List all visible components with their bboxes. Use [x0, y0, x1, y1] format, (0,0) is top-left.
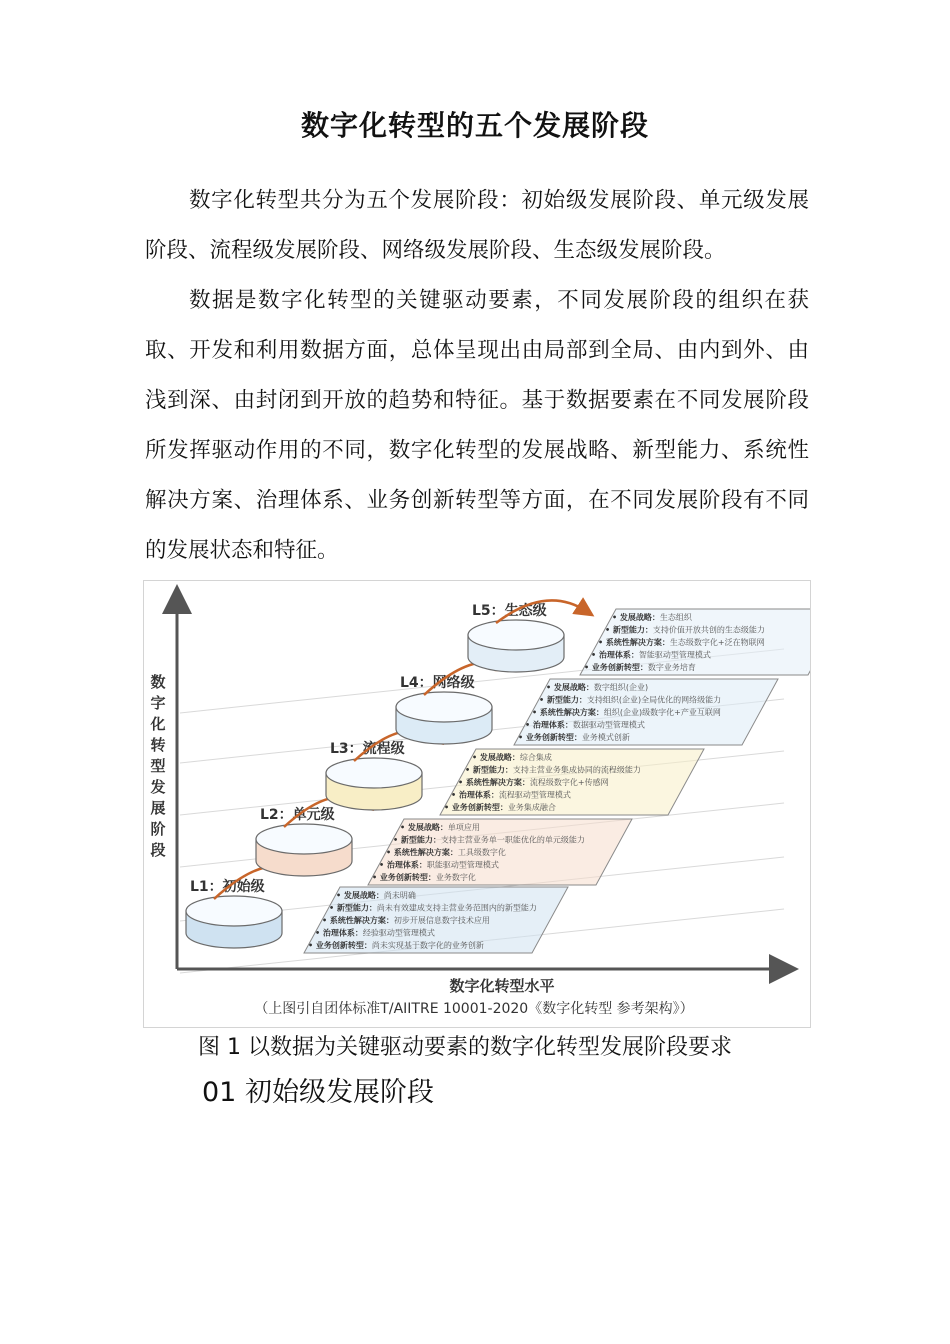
y-axis-label [149, 673, 165, 859]
stage-item-key: • 治理体系： [591, 650, 639, 660]
stage-item-key: • 系统性解决方案： [458, 778, 530, 787]
stage-item-key: • 治理体系： [451, 790, 499, 800]
stage-disk-top [186, 896, 282, 926]
stage-item [336, 890, 416, 900]
stage-item-value: 尚未有效建成支持主营业务范围内的新型能力 [376, 903, 537, 913]
data-driver-paragraph: 数据是数字化转型的关键驱动要素，不同发展阶段的组织在获取、开发和利用数据方面，总体呈现出由局部到全局、由内到外、由浅到深、由封闭到开放的趋势和特征。基于数据要素在不同发展阶段所发挥驱动作用的不同，数字化转型的发展战略、新型能力、系统性解决方案、治理体系、业务创新转型等方面，在不同发展阶段有不同的发展状态和特征。 [145, 288, 809, 563]
stage-item-value: 业务模式创新 [581, 733, 630, 742]
stage-item-value: 数字组织(企业) [593, 683, 649, 692]
stage-item-value: 生态级数字化+泛在物联网 [669, 638, 765, 647]
stage-item [458, 777, 609, 787]
stage-item [584, 662, 696, 672]
x-axis-label: 数字化转型水平 [449, 977, 555, 995]
stage-item-key: • 治理体系： [525, 720, 573, 730]
stage-item-value: 业务集成融合 [507, 803, 556, 812]
y-axis-label-char: 段 [150, 841, 166, 859]
stage-item [451, 790, 571, 800]
stage-item [605, 625, 765, 635]
stage-item-key: • 新型能力： [393, 835, 441, 845]
stage-disk-top [326, 758, 422, 788]
stages-figure [143, 580, 811, 1028]
stage-item-key: • 系统性解决方案： [386, 848, 458, 857]
stage-item-key: • 发展战略： [546, 683, 594, 692]
stage-item-key: • 发展战略： [336, 891, 384, 900]
stage-item-value: 经验驱动型管理模式 [362, 928, 435, 938]
stage-item [465, 765, 641, 775]
stage-item-key: • 业务创新转型： [308, 941, 372, 950]
stage-item [598, 637, 765, 647]
stage-label: L2：单元级 [260, 807, 335, 823]
figure-caption: 图 1 以数据为关键驱动要素的数字化转型发展阶段要求 [198, 1035, 732, 1060]
stage-disk-top [396, 692, 492, 722]
stage-item-value: 组织(企业)级数字化+产业互联网 [603, 708, 721, 717]
stage-item [472, 752, 552, 762]
y-axis-label-char: 展 [150, 799, 166, 817]
stages-diagram [144, 581, 810, 1027]
stage-item [315, 928, 435, 938]
stage-item [400, 822, 480, 832]
stage-item [612, 612, 693, 622]
stage-item-value: 支持组织(企业)全局优化的网络级能力 [586, 695, 722, 705]
stage-item-key: • 业务创新转型： [372, 873, 436, 882]
stage-item-value: 智能驱动型管理模式 [638, 650, 711, 660]
stage-item-key: • 业务创新转型： [518, 733, 582, 742]
source-note: （上图引自团体标准T/AIITRE 10001-2020《数字化转型 参考架构》） [254, 1001, 694, 1017]
stage-item-key: • 新型能力： [605, 625, 653, 635]
stage-item [525, 720, 645, 730]
section-heading: 01 初始级发展阶段 [202, 1077, 434, 1108]
stage-item [532, 707, 721, 717]
stage-item-value: 单项应用 [447, 823, 480, 832]
stage-item-key: • 系统性解决方案： [322, 916, 394, 925]
stage-item [393, 835, 585, 845]
stage-item-value: 初步开展信息数字技术应用 [393, 916, 490, 925]
stage-item-key: • 发展战略： [400, 823, 448, 832]
stage-item-key: • 发展战略： [472, 753, 520, 762]
stage-item [329, 903, 537, 913]
stage-label: L5：生态级 [472, 603, 547, 619]
stage-item-value: 支持主营业务集成协同的流程级能力 [512, 765, 641, 775]
y-axis-label-char: 发 [150, 778, 166, 796]
stage-label: L4：网络级 [400, 675, 475, 691]
stage-item-key: • 新型能力： [329, 903, 377, 913]
stage-item-value: 尚未明确 [383, 891, 416, 900]
stage-item-value: 流程级数字化+传感网 [529, 778, 609, 787]
stage-item [518, 732, 630, 742]
y-axis-label-char: 型 [150, 757, 166, 775]
stage-item-value: 支持价值开放共创的生态级能力 [652, 625, 765, 635]
stage-item [386, 847, 506, 857]
stage-item-key: • 治理体系： [315, 928, 363, 938]
stage-disk-top [468, 620, 564, 650]
stage-item [444, 802, 556, 812]
stage-label: L3：流程级 [330, 741, 405, 757]
y-axis-label-char: 化 [150, 715, 166, 733]
y-axis-label-char: 数 [150, 673, 166, 691]
stage-item [379, 860, 499, 870]
stage-item-key: • 新型能力： [539, 695, 587, 705]
stage-item-value: 业务数字化 [435, 873, 476, 882]
stage-item-key: • 系统性解决方案： [598, 638, 670, 647]
stage-item-key: • 业务创新转型： [444, 803, 508, 812]
stage-item-key: • 业务创新转型： [584, 663, 648, 672]
stage-item-value: 流程驱动型管理模式 [498, 790, 571, 800]
stage-item [308, 940, 484, 950]
stage-item-value: 数字业务培育 [647, 663, 696, 672]
stage-item-value: 尚未实现基于数字化的业务创新 [371, 941, 484, 950]
stage-item-value: 综合集成 [519, 753, 552, 762]
stage-item-value: 工具级数字化 [457, 848, 506, 857]
stage-item [322, 915, 490, 925]
stage-item-value: 生态组织 [659, 613, 692, 622]
stage-label: L1：初始级 [190, 879, 265, 895]
stage-item-key: • 系统性解决方案： [532, 708, 604, 717]
stage-item-value: 支持主营业务单一职能优化的单元级能力 [440, 835, 585, 845]
y-axis-label-char: 阶 [150, 820, 166, 838]
y-axis-label-char: 字 [150, 694, 166, 712]
stage-disk-top [256, 824, 352, 854]
stage-item-value: 职能驱动型管理模式 [426, 860, 499, 870]
stage-item [546, 682, 648, 692]
stage-item-key: • 治理体系： [379, 860, 427, 870]
stage-item [539, 695, 721, 705]
document-title: 数字化转型的五个发展阶段 [300, 109, 649, 142]
y-axis-label-char: 转 [150, 736, 166, 754]
stage-item [591, 650, 711, 660]
intro-paragraph: 数字化转型共分为五个发展阶段：初始级发展阶段、单元级发展阶段、流程级发展阶段、网络级发展阶段、生态级发展阶段。 [145, 188, 809, 263]
stage-item [372, 872, 476, 882]
stage-item-key: • 新型能力： [465, 765, 513, 775]
stage-item-key: • 发展战略： [612, 613, 660, 622]
stage-item-value: 数据驱动型管理模式 [572, 720, 645, 730]
